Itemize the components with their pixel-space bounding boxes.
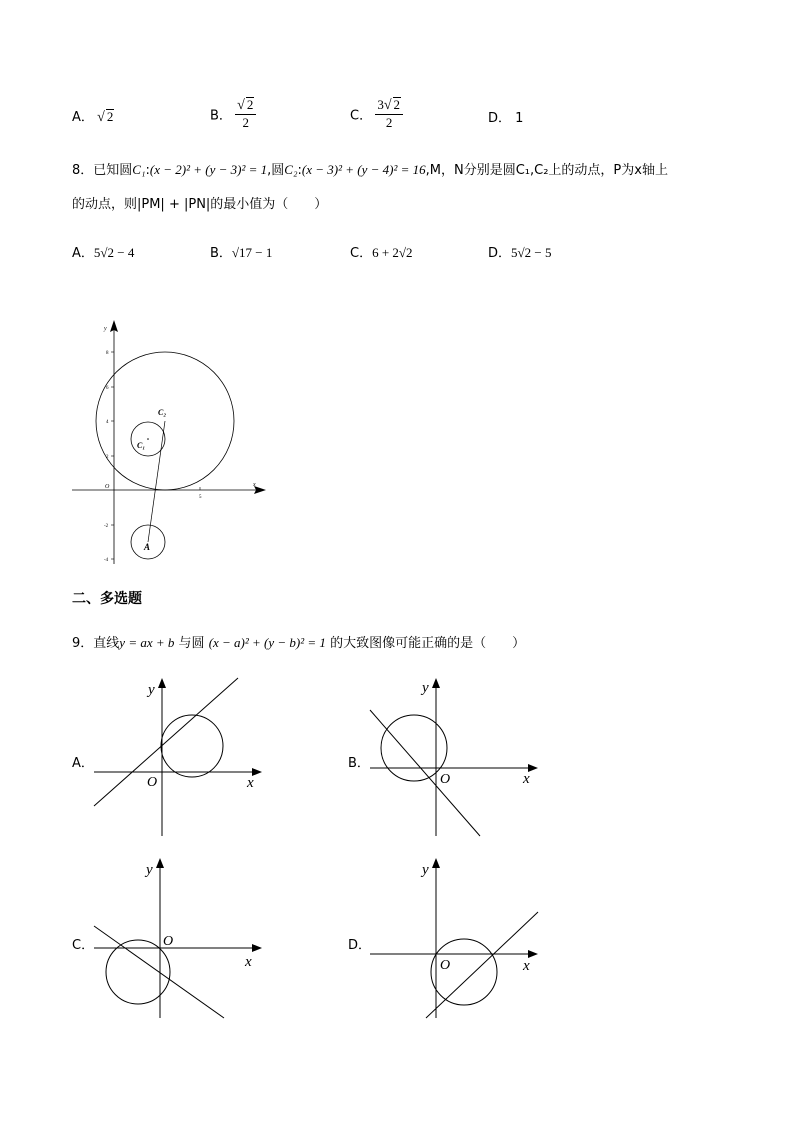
- y-axis-arrow: [158, 678, 166, 688]
- x-axis-arrow: [528, 950, 538, 958]
- x-axis-label: x: [245, 954, 252, 970]
- tick-label: 2: [106, 455, 109, 460]
- option-letter: A．: [72, 110, 94, 125]
- fraction: $\frac{√ 2}{2}$: [235, 97, 256, 131]
- x-axis-label: x: [523, 958, 530, 974]
- q7-option-b: [210, 97, 256, 131]
- q9-option-c-letter: C．: [72, 938, 95, 953]
- q8-option-a: A．5√2 − 4: [72, 245, 135, 261]
- q8-option-d: D．5√2 − 5: [488, 245, 552, 261]
- q8-option-c: C．6 + 2√2: [350, 245, 413, 261]
- y-axis-arrow: [156, 858, 164, 868]
- origin-label: O: [105, 484, 110, 490]
- section-title: 二、多选题: [72, 591, 142, 607]
- tick-label: 6: [106, 386, 109, 391]
- tick-label: -2: [104, 524, 109, 529]
- option-value: 1: [515, 111, 524, 126]
- y-axis-label: y: [422, 862, 429, 878]
- option-letter: D．: [488, 111, 512, 126]
- q9-option-a-letter: A．: [72, 756, 94, 771]
- y-axis-arrow: [432, 858, 440, 868]
- q7-option-a: A． √ 2: [72, 109, 114, 125]
- q9-graph-b: [366, 676, 546, 840]
- tick-label: 5: [199, 495, 202, 500]
- label-c2: C₂: [158, 408, 167, 417]
- line: [94, 926, 224, 1018]
- label-a: A: [144, 542, 151, 552]
- tick-labels: [104, 351, 202, 563]
- y-ticks: [111, 352, 200, 559]
- tick-label: -4: [104, 558, 109, 563]
- origin-label: O: [440, 772, 451, 787]
- q9-graph-a: [90, 676, 270, 840]
- q8-stem-line1: 8．已知圆C₁:(x − 2)² + (y − 3)² = 1,圆C₂:(x − 3)² + (y − 4)² = 16,M，N分别是圆C₁,C₂上的动点，P为x轴上: [72, 162, 668, 178]
- q7-option-c: [350, 97, 403, 131]
- q8-option-b: B．√17 − 1: [210, 245, 273, 261]
- segment-a-c2: [148, 421, 165, 542]
- origin-label: O: [440, 958, 451, 973]
- q8-figure: [70, 318, 270, 566]
- circle: [161, 715, 223, 777]
- line: [94, 678, 238, 806]
- label-c1: C₁: [137, 441, 146, 450]
- q9-stem: 9．直线y = ax + b 与圆 (x − a)² + (y − b)² = 1 的大致图像可能正确的是（ ）: [72, 635, 526, 651]
- option-letter: C．: [350, 108, 373, 124]
- x-axis-label: x: [523, 771, 530, 787]
- tick-label: 4: [106, 420, 109, 425]
- q9-graph-c: [90, 856, 270, 1020]
- radicand: 2: [106, 109, 114, 124]
- question-number: 9．: [72, 636, 94, 651]
- y-axis-label: y: [148, 682, 155, 698]
- circle: [381, 715, 447, 781]
- line: [370, 710, 480, 836]
- x-axis-label: x: [253, 482, 256, 488]
- q7-option-d: [488, 107, 523, 126]
- fraction: $\frac{3√ 2}{2}$: [375, 97, 403, 131]
- x-axis-label: x: [247, 775, 254, 791]
- tick-label: 8: [106, 351, 109, 356]
- q9-option-d-letter: D．: [348, 938, 372, 953]
- q9-graph-d: [366, 856, 546, 1020]
- question-number: 8．: [72, 163, 94, 178]
- y-axis-arrow: [432, 678, 440, 688]
- y-axis-label: y: [146, 862, 153, 878]
- origin-label: O: [163, 934, 174, 949]
- y-axis-label: y: [422, 680, 429, 696]
- option-letter: B．: [210, 108, 232, 124]
- q9-option-b-letter: B．: [348, 756, 370, 771]
- point-c1: [147, 438, 149, 440]
- y-axis-label: y: [104, 326, 107, 332]
- x-axis-arrow: [252, 944, 262, 952]
- q8-stem-line2: 的动点，则|PM| + |PN|的最小值为（ ）: [72, 197, 328, 212]
- origin-label: O: [147, 775, 158, 790]
